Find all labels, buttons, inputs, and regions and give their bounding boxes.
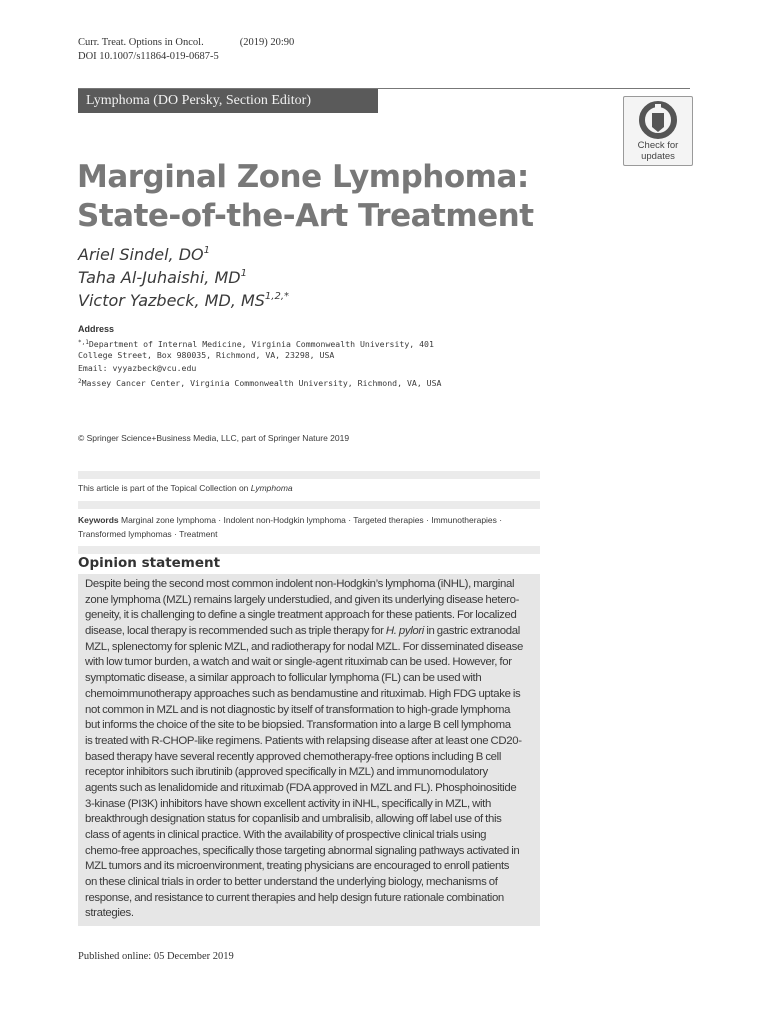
opinion-line: receptor inhibitors such ibrutinib (approved specifically in MZL) and immunomodulatory [85,766,488,779]
badge-text-line1: Check for [637,140,679,151]
opinion-line: MZL tumors and its microenvironment, treating physicians are encouraged to enroll patients [85,860,510,873]
keywords [78,513,540,541]
address-text: Massey Cancer Center, Virginia Commonwealth University, Richmond, VA, USA [81,378,442,388]
address-line [78,375,441,390]
topical-collection-note [78,483,293,493]
address-marker: *,1 [78,339,89,346]
author-name: Taha Al-Juhaishi, MD [78,268,241,287]
author-affiliation: 1 [240,268,247,279]
check-for-updates-badge[interactable] [623,96,693,166]
author-name: Ariel Sindel, DO [78,245,204,264]
address-text: College Street, Box 980035, Richmond, VA, 23298, USA [78,350,335,360]
article-title [77,158,637,236]
opinion-line: 3-kinase (PI3K) inhibitors have shown excellent activity in iNHL, specifically in MZL, with [85,797,491,810]
author-name: Victor Yazbeck, MD, MS [78,291,265,310]
opinion-statement-body [78,574,540,926]
opinion-line: strategies. [85,907,134,920]
keywords-label: Keywords [78,515,119,525]
opinion-line: Despite being the second most common indolent non-Hodgkin’s lymphoma (iNHL), marginal [85,578,515,590]
address-email[interactable] [78,362,196,375]
title-line-1: Marginal Zone Lymphoma: [77,159,529,195]
opinion-line: chemo-free approaches, specifically those targeting abnormal signaling pathways activated in [85,844,520,857]
opinion-line: chemoimmunotherapy approaches such as bendamustine and rituximab. High FDG uptake is [85,687,521,700]
published-date: Published online: 05 December 2019 [78,951,234,962]
opinion-line: on these clinical trials in order to better understand the underlying biology, mechanisms of [85,876,498,889]
opinion-line: symptomatic disease, a similar approach to follicular lymphoma (FL) can be used with [85,672,482,685]
section-label: Lymphoma (DO Persky, Section Editor) [78,89,378,113]
check-updates-icon [638,100,678,140]
copyright-notice: © Springer Science+Business Media, LLC, part of Springer Nature 2019 [78,433,350,443]
opinion-line: zone lymphoma (MZL) remains largely understudied, and given its underlying disease hetero- [85,593,520,606]
author-affiliation: 1,2,* [264,291,290,302]
journal-doi: DOI 10.1007/s11864-019-0687-5 [78,51,219,62]
address-text[interactable]: Email: vyyazbeck@vcu.edu [78,363,197,373]
opinion-line: disease, local therapy is recommended such as triple therapy for H. pylori in gastric extranodal [85,625,520,638]
collection-prefix: This article is part of the Topical Collection on [78,483,251,493]
opinion-line: MZL, splenectomy for splenic MZL, and radiotherapy for nodal MZL. For disseminated disease [85,640,523,653]
author-3 [78,286,289,312]
address-heading: Address [78,324,115,334]
journal-citation: Curr. Treat. Options in Oncol. [78,37,204,48]
opinion-line: agents such as lenalidomide and rituximab (FDA approved in MZL and FL). Phosphoinositide [85,781,517,794]
divider-band [78,501,540,509]
opinion-line: is treated with R-CHOP-like regimens. Patients with relapsing disease after at least one CD20- [85,734,522,747]
opinion-line: breakthrough designation status for copanlisib and umbralisib, allowing off label use of this [85,813,502,826]
address-text: Department of Internal Medicine, Virginia Commonwealth University, 401 [88,339,434,349]
opinion-line: response, and resistance to current therapies and help design future rationale combination [85,891,504,904]
opinion-line: but informs the choice of the site to be biopsied. Transformation into a large B cell lymphoma [85,719,511,732]
address-marker: 2 [78,378,82,385]
collection-topic: Lymphoma [250,483,293,493]
title-line-2: State-of-the-Art Treatment [77,198,534,234]
opinion-line: geneity, it is challenging to define a single treatment approach for these patients. For localized [85,609,517,622]
opinion-line: not common in MZL and is not diagnostic by itself of transformation to high-grade lymphoma [85,703,511,716]
opinion-line: with low tumor burden, a watch and wait or single-agent rituximab can be used. However, for [85,656,512,669]
author-affiliation: 1 [203,245,210,256]
address-line [78,349,334,362]
badge-text-line2: updates [641,151,675,162]
opinion-line: based therapy have several recently approved chemotherapy-free options including B cell [85,750,502,763]
journal-year-volume: (2019) 20:90 [239,37,295,48]
divider-band [78,546,540,554]
journal-citation-line [78,36,294,50]
divider-band [78,471,540,479]
opinion-statement-heading: Opinion statement [78,555,221,571]
opinion-line: class of agents in clinical practice. With the availability of prospective clinical trials using [85,829,487,841]
keywords-list: Marginal zone lymphoma · Indolent non-Hodgkin lymphoma · Targeted therapies · Immunotherapies · Transformed lymphomas · Treatment [78,515,503,539]
